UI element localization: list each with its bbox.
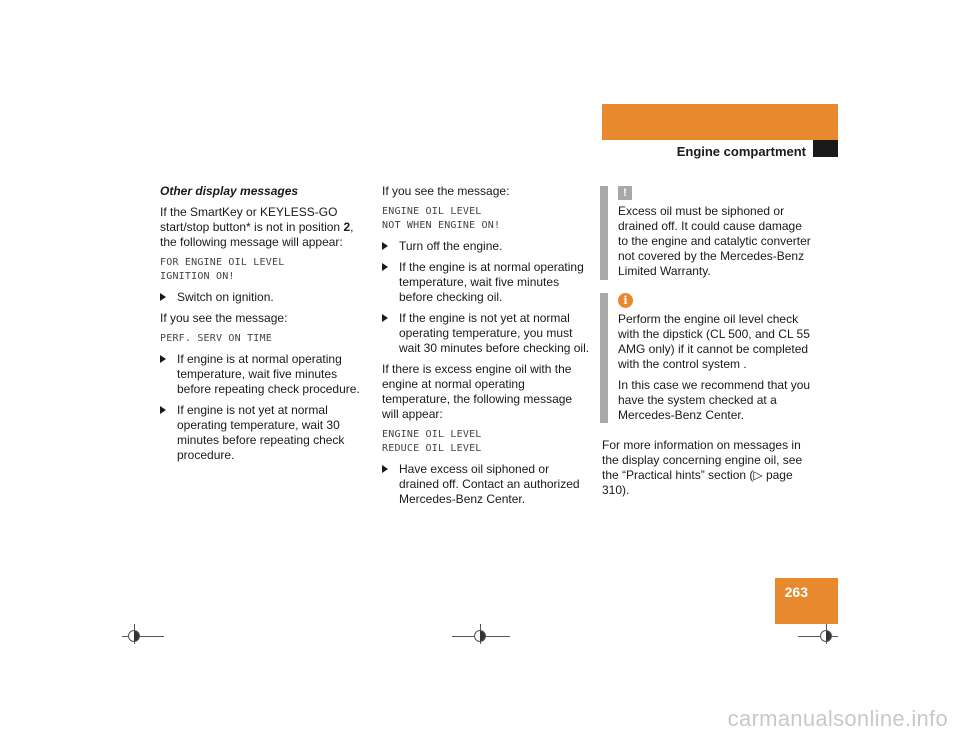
instruction-text: If engine is not yet at normal operating temperature, wait 30 minutes before repeating check procedure.	[177, 403, 345, 462]
instruction-text: If the engine is at normal operating temperature, wait five minutes before checking oil.	[399, 260, 584, 304]
arrow-bullet-icon	[382, 465, 388, 473]
section-title: Operation	[864, 117, 928, 132]
arrow-bullet-icon	[382, 314, 388, 322]
section-tab-marker	[813, 140, 838, 157]
display-message-line: IGNITION ON!	[160, 271, 235, 282]
instruction-text: Have excess oil siphoned or drained off. Contact an authorized Mercedes-Benz Center.	[399, 462, 580, 506]
instruction-text: If engine is at normal operating temperature, wait five minutes before repeating check procedure.	[177, 352, 360, 396]
arrow-bullet-icon	[160, 293, 166, 301]
display-message	[382, 205, 590, 233]
display-message	[160, 332, 368, 346]
display-message-line: ENGINE OIL LEVEL	[382, 429, 482, 440]
intro-text: If the SmartKey or KEYLESS-GO start/stop button* is not in position	[160, 205, 344, 234]
arrow-bullet-icon	[160, 355, 166, 363]
instruction-text: If the engine is not yet at normal operating temperature, you must wait 30 minutes before checking oil.	[399, 311, 590, 355]
warning-text: Excess oil must be siphoned or drained off. It could cause damage to the engine and catalytic converter not covered by the Mercedes-Benz Limited Warranty.	[618, 204, 811, 278]
column-1	[160, 184, 368, 469]
instruction-step	[160, 290, 368, 305]
arrow-bullet-icon	[160, 406, 166, 414]
page-number: 263	[784, 584, 808, 600]
display-message	[160, 256, 368, 284]
intro-text-end: , the following message will appear:	[160, 220, 354, 249]
paragraph: If there is excess engine oil with the engine at normal operating temperature, the following message will appear:	[382, 362, 573, 421]
display-message-line: PERF. SERV ON TIME	[160, 333, 272, 344]
display-message-line: REDUCE OIL LEVEL	[382, 443, 482, 454]
instruction-text: Switch on ignition.	[177, 290, 274, 304]
info-text: Perform the engine oil level check with the dipstick (CL 500, and CL 55 AMG only) if it cannot be completed with the control system .	[618, 312, 810, 371]
intro-position: 2	[343, 220, 351, 234]
info-text: In this case we recommend that you have the system checked at a Mercedes-Benz Center.	[618, 378, 811, 422]
instruction-step	[382, 462, 590, 507]
warning-note	[600, 186, 812, 280]
info-icon: i	[618, 293, 633, 308]
column-2	[382, 184, 590, 513]
paragraph-intro	[160, 205, 368, 250]
column-3	[602, 438, 812, 504]
display-message	[382, 428, 590, 456]
display-message-line: ENGINE OIL LEVEL	[382, 206, 482, 217]
section-subtitle: Engine compartment	[676, 144, 806, 159]
subheading: Other display messages	[160, 184, 299, 198]
display-message-line: FOR ENGINE OIL LEVEL	[160, 257, 285, 268]
instruction-text: Turn off the engine.	[399, 239, 503, 253]
arrow-bullet-icon	[382, 263, 388, 271]
instruction-step	[382, 311, 590, 356]
instruction-step	[382, 239, 590, 254]
paragraph: If you see the message:	[160, 311, 288, 325]
info-note	[600, 293, 812, 423]
paragraph-reference: For more information on messages in the display concerning engine oil, see the “Practical hints” section (▷ page 310).	[602, 438, 803, 497]
paragraph: If you see the message:	[382, 184, 510, 198]
display-message-line: NOT WHEN ENGINE ON!	[382, 220, 501, 231]
warning-icon: !	[618, 186, 632, 200]
watermark: carmanualsonline.info	[727, 706, 948, 731]
arrow-bullet-icon	[382, 242, 388, 250]
instruction-step	[160, 352, 368, 397]
instruction-step	[160, 403, 368, 463]
instruction-step	[382, 260, 590, 305]
